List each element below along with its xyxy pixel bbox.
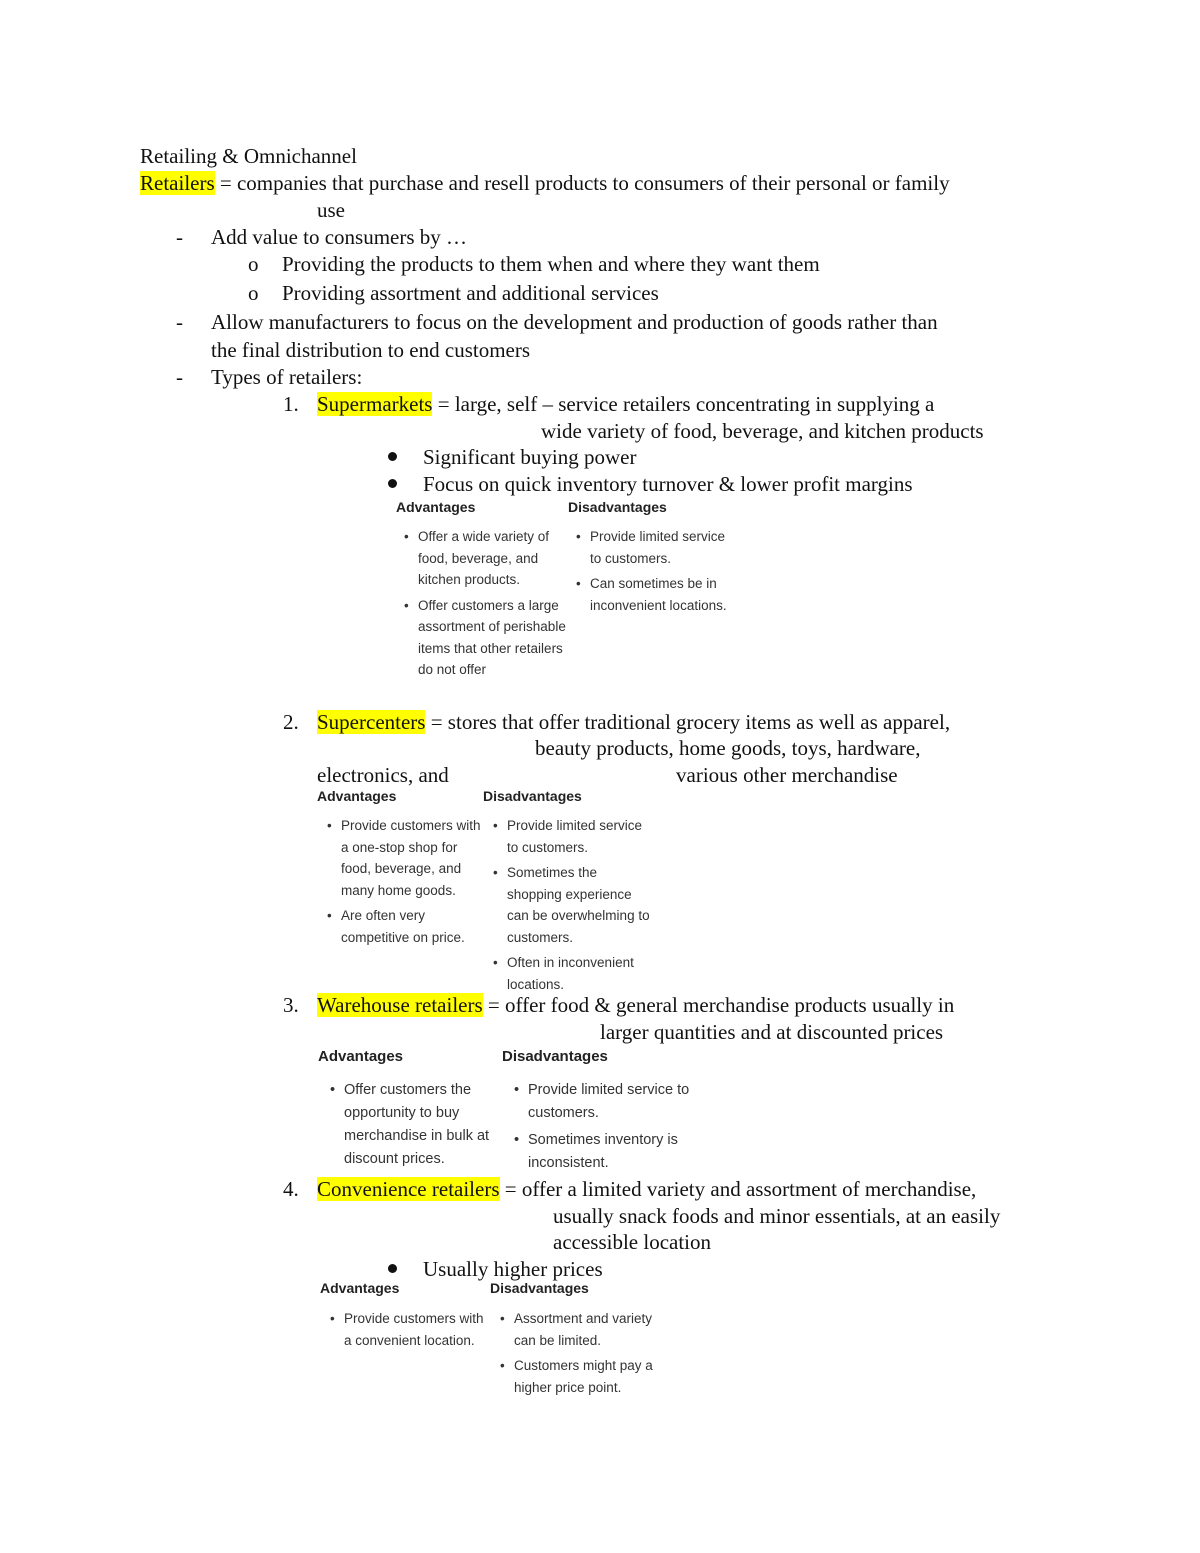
advantages-list: [404, 526, 572, 685]
disadvantages-heading: Disadvantages: [490, 1280, 589, 1296]
page-title: Retailing & Omnichannel: [140, 144, 357, 168]
advantages-heading: Advantages: [317, 788, 397, 804]
point-manufacturers: Allow manufacturers to focus on the development and production of goods rather than: [211, 310, 938, 334]
type-number: 4.: [283, 1177, 299, 1201]
retailers-definition-cont: use: [317, 198, 345, 222]
type-number: 1.: [283, 392, 299, 416]
disadvantages-heading: Disadvantages: [502, 1048, 608, 1065]
list-item: • Provide limited service to customers.: [576, 529, 726, 566]
type-number: 3.: [283, 993, 299, 1017]
retailers-definition: [140, 170, 950, 196]
bullet-icon: [388, 452, 397, 461]
list-item: • Are often very competitive on price.: [327, 908, 465, 945]
supermarkets-bullet-turnover: Focus on quick inventory turnover & lower profit margins: [423, 472, 913, 496]
supercenters-definition: = stores that offer traditional grocery items as well as apparel,: [425, 710, 951, 734]
type-supercenters: [317, 709, 950, 735]
supercenters-pros-cons: [317, 788, 657, 992]
supermarkets-definition: = large, self – service retailers concentrating in supplying a: [432, 392, 935, 416]
convenience-term: Convenience retailers: [317, 1177, 500, 1201]
list-item: • Sometimes inventory is inconsistent.: [514, 1132, 678, 1171]
warehouse-definition-cont: larger quantities and at discounted prices: [600, 1020, 944, 1044]
disadvantages-heading: Disadvantages: [483, 788, 582, 804]
supermarkets-term: Supermarkets: [317, 392, 433, 416]
disadvantages-list: [493, 815, 653, 999]
sub-marker: o: [248, 281, 259, 305]
advantages-heading: Advantages: [318, 1048, 404, 1065]
disadvantages-heading: Disadvantages: [568, 499, 667, 515]
point-types: Types of retailers:: [211, 365, 363, 389]
type-convenience: [317, 1176, 976, 1202]
disadvantages-list: [500, 1308, 670, 1402]
advantages-heading: Advantages: [320, 1280, 400, 1296]
advantages-heading: Advantages: [396, 499, 476, 515]
convenience-pros-cons: [320, 1280, 680, 1405]
warehouse-definition: = offer food & general merchandise products usually in: [482, 993, 955, 1017]
list-item: • Offer a wide variety of food, beverage, and kitchen products.: [404, 529, 550, 587]
advantages-list: [330, 1308, 490, 1355]
list-item: • Can sometimes be in inconvenient locations.: [576, 576, 727, 613]
retailers-term: Retailers: [140, 171, 215, 195]
convenience-bullet-prices: Usually higher prices: [423, 1257, 603, 1281]
supermarkets-bullet-buying-power: Significant buying power: [423, 445, 637, 469]
sub-point-assortment: Providing assortment and additional services: [282, 281, 659, 305]
list-item: • Offer customers a large assortment of perishable items that other retailers do not offer: [404, 597, 566, 677]
bullet-icon: [388, 479, 397, 488]
warehouse-term: Warehouse retailers: [317, 993, 483, 1017]
list-item: • Assortment and variety can be limited.: [500, 1311, 653, 1348]
supercenters-term: Supercenters: [317, 710, 426, 734]
advantages-list: [327, 815, 487, 952]
warehouse-pros-cons: [318, 1048, 698, 1173]
list-item: • Provide limited service to customers.: [514, 1082, 690, 1121]
dash-marker: -: [176, 310, 183, 334]
list-item: • Sometimes the shopping experience can be overwhelming to customers.: [493, 865, 650, 945]
point-add-value: Add value to consumers by …: [211, 225, 468, 249]
list-item: • Provide customers with a convenient location.: [330, 1311, 484, 1348]
supercenters-definition-cont3: various other merchandise: [676, 763, 898, 787]
bullet-icon: [388, 1264, 397, 1273]
supermarkets-pros-cons: [396, 498, 746, 708]
dash-marker: -: [176, 225, 183, 249]
supercenters-definition-cont2: electronics, and: [317, 763, 449, 787]
type-warehouse: [317, 992, 954, 1018]
list-item: • Provide customers with a one-stop shop for food, beverage, and many home goods.: [327, 818, 481, 898]
dash-marker: -: [176, 365, 183, 389]
convenience-definition-cont2: accessible location: [553, 1230, 712, 1254]
list-item: • Offer customers the opportunity to buy merchandise in bulk at discount prices.: [330, 1082, 490, 1167]
list-item: • Customers might pay a higher price point.: [500, 1358, 653, 1395]
disadvantages-list: [576, 526, 736, 620]
point-manufacturers-cont: the final distribution to end customers: [211, 338, 531, 362]
sub-point-timing: Providing the products to them when and where they want them: [282, 252, 820, 276]
type-supermarkets: [317, 391, 934, 417]
type-number: 2.: [283, 710, 299, 734]
convenience-definition: = offer a limited variety and assortment of merchandise,: [499, 1177, 977, 1201]
advantages-list: [330, 1079, 502, 1175]
retailers-definition-text: = companies that purchase and resell products to consumers of their personal or family: [214, 171, 950, 195]
convenience-definition-cont: usually snack foods and minor essentials, at an easily: [553, 1204, 1001, 1228]
disadvantages-list: [514, 1079, 694, 1179]
list-item: • Provide limited service to customers.: [493, 818, 643, 855]
sub-marker: o: [248, 252, 259, 276]
supercenters-definition-cont: beauty products, home goods, toys, hardware,: [535, 736, 921, 760]
list-item: • Often in inconvenient locations.: [493, 955, 634, 992]
supermarkets-definition-cont: wide variety of food, beverage, and kitchen products: [541, 419, 984, 443]
